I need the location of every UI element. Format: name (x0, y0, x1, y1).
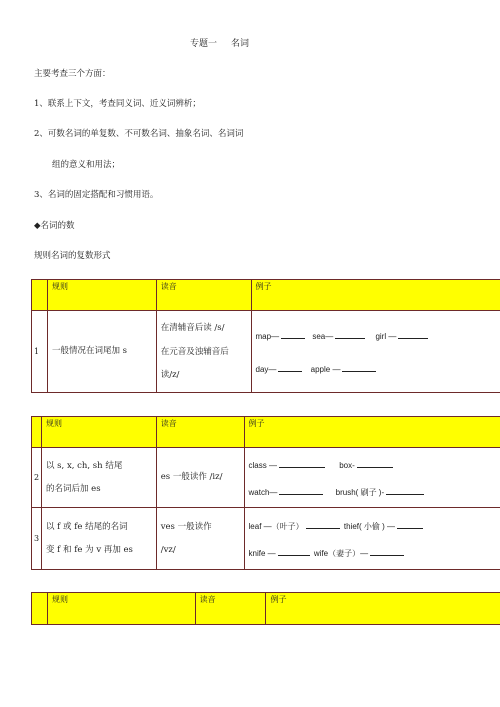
example-word: leaf —（叶子） (248, 521, 304, 531)
example-line (249, 547, 500, 558)
plural-table-1 (31, 279, 500, 393)
table-header-row (32, 593, 500, 625)
example-line (249, 459, 500, 470)
example-word: knife — (248, 548, 276, 558)
answer-blank[interactable] (398, 330, 428, 339)
example-cell (244, 448, 500, 508)
pron-line: 读/z/ (160, 369, 180, 380)
header-pronunciation: 读音 (195, 593, 266, 625)
header-example: 例子 (251, 280, 500, 311)
pron-line: /vz/ (160, 544, 176, 555)
pron-line: ves 一般读作 (160, 522, 212, 532)
answer-blank[interactable] (386, 486, 424, 495)
answer-blank[interactable] (278, 547, 310, 556)
section-heading: ◆名词的数 (34, 221, 75, 231)
example-line (249, 486, 500, 497)
answer-blank[interactable] (335, 330, 365, 339)
subheading: 规则名词的复数形式 (34, 251, 111, 261)
example-word: watch— (248, 487, 278, 497)
header-rule: 规则 (41, 417, 156, 448)
pron-line: 在元音及浊辅音后 (160, 347, 229, 358)
example-word: box- (339, 460, 355, 470)
answer-blank[interactable] (342, 363, 376, 372)
table-header-row (32, 280, 500, 311)
answer-blank[interactable] (357, 459, 393, 468)
intro-text: 主要考查三个方面： (34, 69, 111, 79)
example-word: apple — (310, 364, 341, 374)
plural-table-2 (31, 416, 500, 570)
title-part-1: 专题一 (190, 39, 218, 49)
header-pronunciation: 读音 (156, 280, 251, 311)
answer-blank[interactable] (397, 520, 423, 529)
answer-blank[interactable] (306, 520, 340, 529)
table-header-row (32, 417, 500, 448)
answer-blank[interactable] (279, 459, 325, 468)
example-word: class — (248, 460, 277, 470)
example-word: girl — (375, 331, 397, 341)
example-word: brush( 刷子 )- (335, 487, 385, 497)
example-word: day— (255, 364, 277, 374)
example-word: wife（妻子）— (313, 548, 369, 558)
point-2-continued: 组的意义和用法； (52, 160, 121, 170)
point-2: 2、可数名词的单复数、不可数名词、抽象名词、名词词 (34, 129, 244, 139)
table-row (32, 508, 500, 570)
example-word: map— (255, 331, 280, 341)
table-row (32, 311, 500, 393)
row-index: 2 (32, 448, 42, 508)
example-line (249, 520, 500, 531)
pronunciation-cell: es 一般读作 /iz/ (156, 448, 244, 508)
title-part-2: 名词 (231, 39, 250, 49)
header-index-cell (32, 417, 42, 448)
answer-blank[interactable] (278, 363, 302, 372)
answer-blank[interactable] (279, 486, 323, 495)
pronunciation-cell (156, 508, 244, 570)
header-example: 例子 (244, 417, 500, 448)
table-row (32, 448, 500, 508)
header-index-cell (32, 280, 48, 311)
rule-line: 以 s, x, ch, sh 结尾 (45, 461, 123, 471)
pronunciation-cell (156, 311, 251, 393)
header-pronunciation: 读音 (156, 417, 244, 448)
plural-table-3 (31, 592, 500, 625)
example-word: thief( 小偷 ) — (343, 521, 396, 531)
example-cell (244, 508, 500, 570)
header-example: 例子 (266, 593, 500, 625)
point-3: 3、名词的固定搭配和习惯用语。 (34, 190, 159, 200)
row-index: 3 (32, 508, 42, 570)
example-word: sea— (312, 331, 334, 341)
header-rule: 规则 (47, 593, 195, 625)
rule-cell (41, 448, 156, 508)
example-line (256, 330, 500, 341)
answer-blank[interactable] (370, 547, 404, 556)
rule-line: 以 f 或 fe 结尾的名词 (45, 522, 128, 532)
rule-cell (41, 508, 156, 570)
header-index-cell (32, 593, 48, 625)
header-rule: 规则 (47, 280, 156, 311)
example-cell (251, 311, 500, 393)
rule-cell: 一般情况在词尾加 s (47, 311, 156, 393)
rule-line: 的名词后加 es (45, 483, 101, 494)
rule-line: 变 f 和 fe 为 v 再加 es (45, 544, 133, 555)
point-1: 1、联系上下文，考查同义词、近义词辨析； (34, 99, 201, 109)
pron-line: 在清辅音后读 /s/ (160, 322, 225, 333)
example-line (256, 363, 500, 374)
page-title (190, 40, 249, 49)
answer-blank[interactable] (281, 330, 305, 339)
row-index: 1 (32, 311, 48, 393)
